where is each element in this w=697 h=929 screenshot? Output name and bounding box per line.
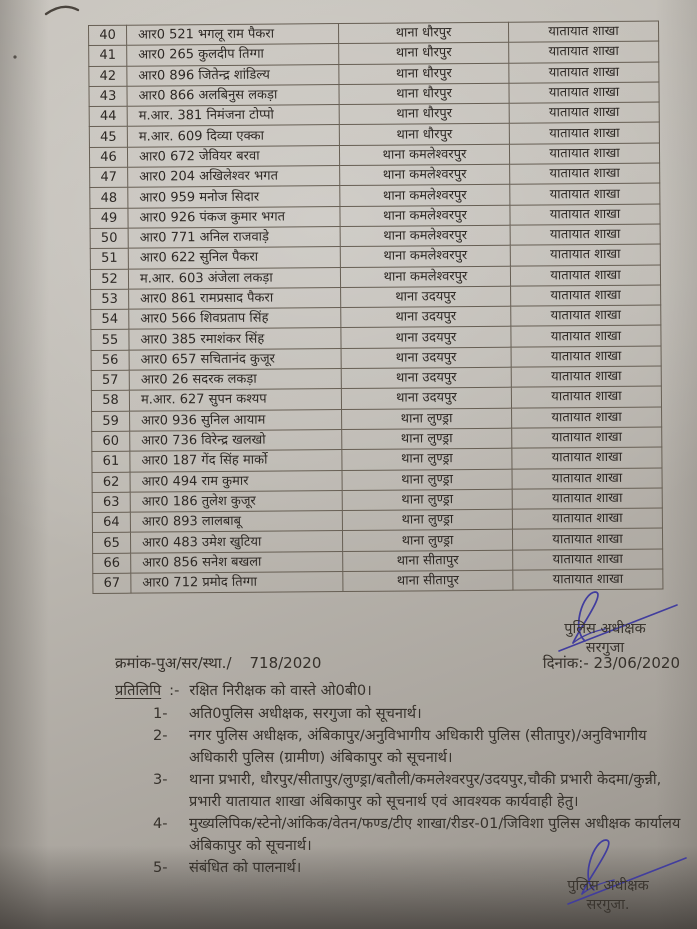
branch-cell: यातायात शाखा (511, 386, 661, 407)
personnel-table-body (89, 21, 663, 594)
station-cell: थाना उदयपुर (341, 388, 511, 410)
serial-cell: 46 (89, 147, 127, 168)
name-cell: आर0 186 तुलेश कुजूर (130, 490, 342, 512)
name-cell: आर0 712 प्रमोद तिग्गा (131, 572, 343, 594)
branch-cell: यातायात शाखा (511, 285, 661, 306)
signer-place: सरगुजा (585, 640, 625, 656)
name-cell: आर0 736 विरेन्द्र खलखो (130, 429, 342, 451)
signer-title: पुलिस अधीक्षक (567, 878, 649, 894)
station-cell: थाना उदयपुर (341, 286, 511, 308)
copies-block (115, 680, 681, 880)
station-cell: थाना लुण्ड्रा (342, 489, 512, 511)
copy-item-number: 2- (153, 727, 168, 744)
station-cell: थाना धौरपुर (339, 83, 509, 105)
station-cell: थाना धौरपुर (339, 63, 509, 85)
serial-cell: 56 (91, 350, 129, 371)
name-cell: आर0 265 कुलदीप तिग्गा (127, 44, 339, 66)
copy-item (153, 857, 681, 879)
name-cell: आर0 672 जेवियर बरवा (127, 145, 339, 167)
copy-item-number: 1- (153, 704, 168, 722)
copy-item-number: 5- (153, 859, 168, 876)
branch-cell: यातायात शाखा (509, 82, 659, 103)
signer-title: पुलिस अधीक्षक (564, 621, 646, 637)
name-cell: आर0 861 रामप्रसाद पैकरा (129, 287, 341, 309)
branch-cell: यातायात शाखा (512, 488, 662, 509)
branch-cell: यातायात शाखा (509, 62, 659, 83)
copies-heading-text: रक्षित निरीक्षक को वास्ते ओ0बी0। (189, 682, 372, 699)
copy-item (153, 725, 681, 768)
copy-item-text: थाना प्रभारी, धौरपुर/सीतापुर/लुण्ड्रा/बतौली/कमलेश्वरपुर/उदयपुर,चौकी प्रभारी केदमा/कुन्नी, प्रभारी यातायात शाखा अंबिकापुर को सूचनार्थ एवं आवश्यक कार्यवाही हेतु। (189, 771, 662, 810)
branch-cell: यातायात शाखा (511, 366, 661, 387)
name-cell: म.आर. 609 दिव्या एक्का (127, 125, 339, 147)
copy-item (153, 813, 681, 856)
branch-cell: यातायात शाखा (509, 41, 659, 62)
name-cell: आर0 622 सुनिल पैकरा (128, 247, 340, 269)
serial-cell: 65 (92, 533, 130, 554)
serial-cell: 60 (92, 431, 130, 452)
date-value: 23/06/2020 (593, 654, 680, 672)
name-cell: आर0 866 अलबिनुस लकड़ा (127, 84, 339, 106)
serial-cell: 49 (90, 208, 128, 229)
name-cell: आर0 936 सुनिल आयाम (130, 409, 342, 431)
station-cell: थाना सीतापुर (343, 550, 513, 572)
name-cell: म.आर. 381 निमंजना टोप्पो (127, 105, 339, 127)
copy-item-text: संबंधित को पालनार्थ। (189, 859, 302, 876)
branch-cell: यातायात शाखा (510, 163, 660, 184)
branch-cell: यातायात शाखा (511, 325, 661, 346)
station-cell: थाना धौरपुर (338, 22, 508, 44)
copy-item-number: 3- (153, 771, 168, 788)
station-cell: थाना लुण्ड्रा (342, 530, 512, 552)
signature-bottom (548, 877, 668, 915)
branch-cell: यातायात शाखा (512, 528, 662, 549)
branch-cell: यातायात शाखा (512, 468, 662, 489)
branch-cell: यातायात शाखा (512, 427, 662, 448)
signer-place: सरगुजा. (586, 897, 630, 913)
copies-heading (115, 680, 681, 702)
branch-cell: यातायात शाखा (511, 346, 661, 367)
station-cell: थाना कमलेश्वरपुर (340, 164, 510, 186)
station-cell: थाना धौरपुर (339, 42, 509, 64)
station-cell: थाना उदयपुर (341, 306, 511, 328)
name-cell: आर0 483 उमेश खुटिया (130, 531, 342, 553)
date-label: दिनांक:- (542, 654, 589, 672)
name-cell: आर0 521 भगलू राम पैकरा (127, 24, 339, 46)
branch-cell: यातायात शाखा (512, 447, 662, 468)
station-cell: थाना लुण्ड्रा (342, 428, 512, 450)
serial-cell: 44 (89, 106, 127, 127)
station-cell: थाना लुण्ड्रा (342, 448, 512, 470)
station-cell: थाना कमलेश्वरपुर (340, 225, 510, 247)
name-cell: आर0 926 पंकज कुमार भगत (128, 206, 340, 228)
serial-cell: 62 (92, 472, 130, 493)
copy-item-text: नगर पुलिस अधीक्षक, अंबिकापुर/अनुविभागीय अधिकारी पुलिस (सीतापुर)/अनुविभागीय अधिकारी पुलिस (ग्रामीण) अंबिकापुर को सूचनार्थ। (189, 727, 647, 766)
branch-cell: यातायात शाखा (510, 265, 660, 286)
reference-number-label: क्रमांक-पुअ/सर/स्था./ (115, 654, 232, 672)
copy-item-text: मुख्यलिपिक/स्टेनो/आंकिक/वेतन/फण्ड/टीए शाखा/रीडर-01/जिविशा पुलिस अधीक्षक कार्यालय अंबिकापुर को सूचनार्थ। (189, 815, 681, 854)
copy-items-list (115, 703, 681, 879)
branch-cell: यातायात शाखा (510, 224, 660, 245)
station-cell: थाना लुण्ड्रा (342, 469, 512, 491)
branch-cell: यातायात शाखा (513, 549, 663, 570)
serial-cell: 67 (93, 573, 131, 594)
station-cell: थाना कमलेश्वरपुर (340, 245, 510, 267)
table-row (93, 569, 663, 594)
name-cell: आर0 26 सदरक लकड़ा (129, 369, 341, 391)
reference-number (115, 653, 321, 673)
station-cell: थाना धौरपुर (339, 103, 509, 125)
serial-cell: 54 (91, 309, 129, 330)
station-cell: थाना उदयपुर (341, 327, 511, 349)
serial-cell: 55 (91, 330, 129, 351)
name-cell: आर0 893 लालबाबू (130, 511, 342, 533)
station-cell: थाना कमलेश्वरपुर (339, 144, 509, 166)
name-cell: आर0 204 अखिलेश्वर भगत (128, 166, 340, 188)
serial-cell: 42 (89, 66, 127, 87)
date-line (543, 653, 680, 673)
serial-cell: 47 (90, 167, 128, 188)
personnel-table (88, 21, 663, 595)
name-cell: आर0 494 राम कुमार (130, 470, 342, 492)
name-cell: आर0 566 शिवप्रताप सिंह (129, 308, 341, 330)
serial-cell: 53 (91, 289, 129, 310)
serial-cell: 43 (89, 86, 127, 107)
serial-cell: 61 (92, 451, 130, 472)
name-cell: आर0 856 सनेश बखला (131, 551, 343, 573)
name-cell: म.आर. 627 सुपन कश्यप (129, 389, 341, 411)
serial-cell: 66 (93, 553, 131, 574)
name-cell: म.आर. 603 अंजेला लकड़ा (128, 267, 340, 289)
station-cell: थाना उदयपुर (341, 347, 511, 369)
station-cell: थाना लुण्ड्रा (342, 509, 512, 531)
branch-cell: यातायात शाखा (510, 183, 660, 204)
serial-cell: 50 (90, 228, 128, 249)
station-cell: थाना सीतापुर (343, 570, 513, 592)
name-cell: आर0 896 जितेन्द्र शांडिल्य (127, 64, 339, 86)
reference-line (115, 653, 680, 673)
station-cell: थाना कमलेश्वरपुर (340, 185, 510, 207)
name-cell: आर0 657 सचितानंद कुजूर (129, 348, 341, 370)
copy-item-text: अति0पुलिस अधीक्षक, सरगुजा को सूचनार्थ। (189, 704, 422, 722)
serial-cell: 48 (90, 188, 128, 209)
serial-cell: 59 (92, 411, 130, 432)
copies-heading-label: प्रतिलिपि (115, 682, 162, 699)
serial-cell: 57 (91, 370, 129, 391)
serial-cell: 64 (92, 512, 130, 533)
station-cell: थाना धौरपुर (339, 124, 509, 146)
name-cell: आर0 771 अनिल राजवाड़े (128, 226, 340, 248)
branch-cell: यातायात शाखा (510, 244, 660, 265)
serial-cell: 63 (92, 492, 130, 513)
name-cell: आर0 187 गेंद सिंह मार्को (130, 450, 342, 472)
branch-cell: यातायात शाखा (509, 123, 659, 144)
station-cell: थाना कमलेश्वरपुर (340, 266, 510, 288)
copies-heading-separator: :- (169, 682, 180, 699)
serial-cell: 52 (90, 269, 128, 290)
branch-cell: यातायात शाखा (513, 569, 663, 590)
name-cell: आर0 959 मनोज सिदार (128, 186, 340, 208)
station-cell: थाना लुण्ड्रा (342, 408, 512, 430)
serial-cell: 40 (89, 25, 127, 46)
name-cell: आर0 385 रमाशंकर सिंह (129, 328, 341, 350)
branch-cell: यातायात शाखा (509, 102, 659, 123)
reference-number-value: 718/2020 (249, 654, 322, 672)
branch-cell: यातायात शाखा (511, 305, 661, 326)
branch-cell: यातायात शाखा (508, 21, 658, 42)
station-cell: थाना उदयपुर (341, 367, 511, 389)
serial-cell: 45 (89, 127, 127, 148)
branch-cell: यातायात शाखा (512, 407, 662, 428)
serial-cell: 51 (90, 248, 128, 269)
copy-item (153, 769, 681, 812)
serial-cell: 58 (91, 391, 129, 412)
copy-item-number: 4- (153, 815, 168, 832)
pen-mark-icon (8, 0, 98, 70)
branch-cell: यातायात शाखा (509, 143, 659, 164)
copy-item (153, 703, 681, 725)
branch-cell: यातायात शाखा (510, 204, 660, 225)
branch-cell: यातायात शाखा (512, 508, 662, 529)
station-cell: थाना कमलेश्वरपुर (340, 205, 510, 227)
serial-cell: 41 (89, 45, 127, 66)
